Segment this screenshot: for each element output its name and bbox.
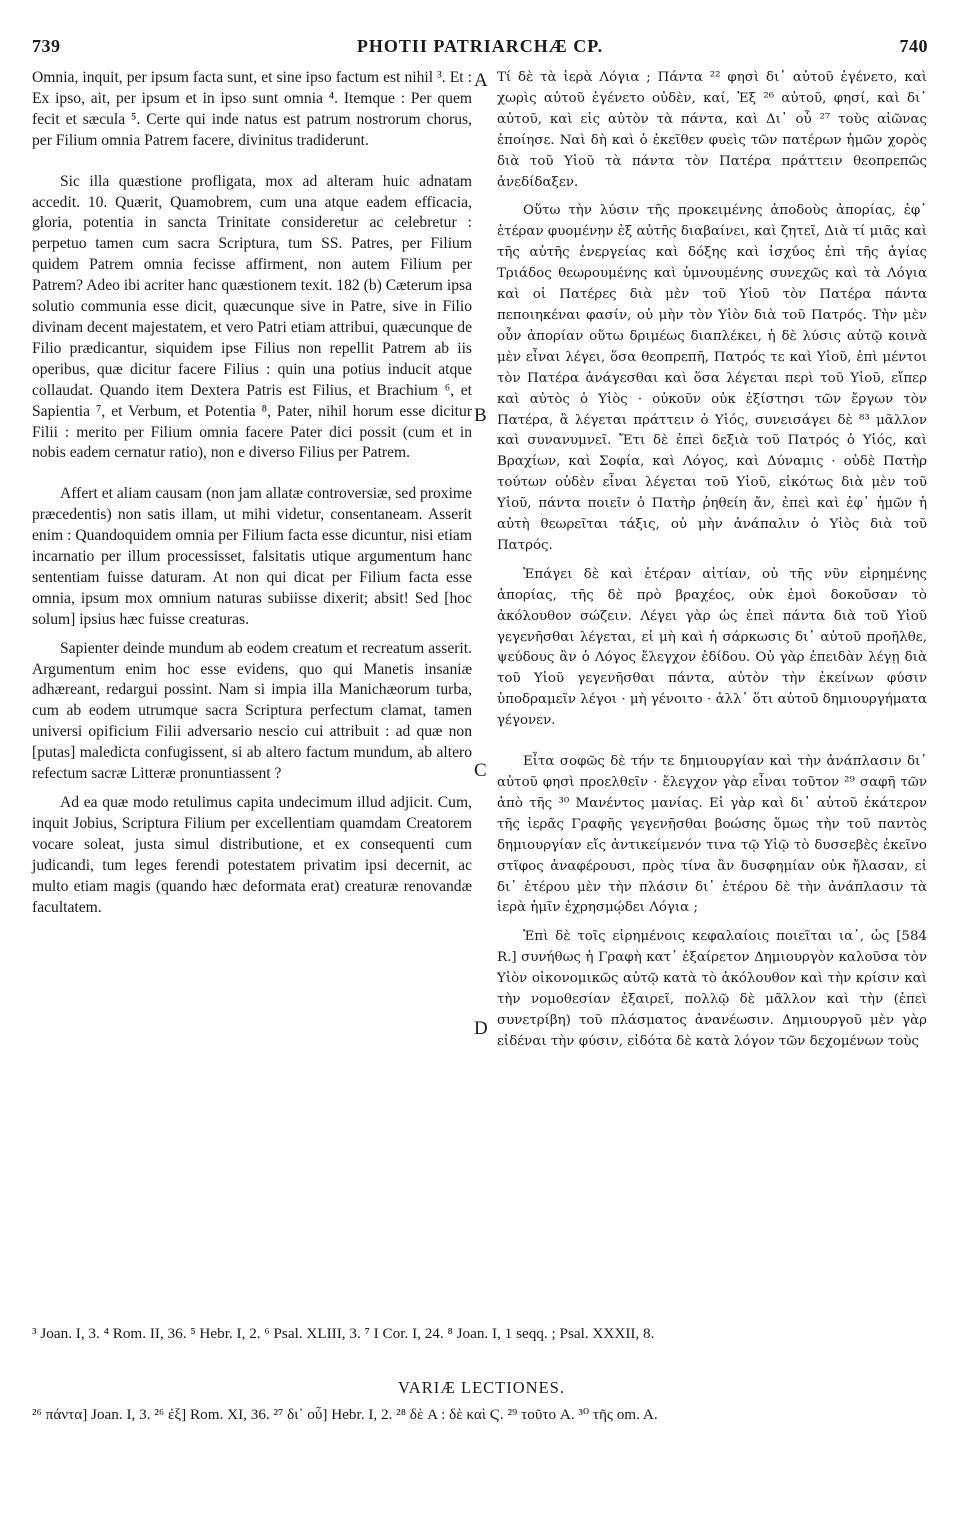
page-header	[32, 36, 928, 60]
greek-paragraph-1: Τί δὲ τὰ ἱερὰ Λόγια ; Πάντα ²² φησὶ δι᾽ αὐτοῦ ἐγένετο, καὶ χωρὶς αὐτοῦ ἐγένετο οὐδὲν, καί, Ἐξ ²⁶ αὐτοῦ, φησί, καὶ δι᾽ αὐτοῦ, καὶ εἰς αὐτὸν τὰ πάντα, καὶ Δι᾽ οὗ ²⁷ τοὺς αἰῶνας ἐποίησε. Ναὶ δὴ καὶ ὁ ἐκεῖθεν φυεὶς τῶν πατέρων ἡμῶν χορὸς διὰ τοῦ Υἱοῦ τὰ πάντα τὸν Πατέρα πράττειν θεοπρεπῶς ἀνεδίδαξεν.	[497, 70, 927, 190]
variae-lectiones: ²⁶ πάντα] Joan. I, 3. ²⁶ ἐξ] Rom. XI, 36. ²⁷ δι᾽ οὗ] Hebr. I, 2. ²⁸ δὲ A : δὲ καὶ Ϛ. ²⁹ τοῦτο A. ³⁰ τῆς om. A.	[32, 1406, 658, 1423]
latin-column	[32, 68, 472, 918]
margin-letter-b: B	[474, 405, 487, 426]
footnotes: ³ Joan. I, 3. ⁴ Rom. II, 36. ⁵ Hebr. I, 2. ⁶ Psal. XLIII, 3. ⁷ I Cor. I, 24. ⁸ Joan. I, 1 seqq. ; Psal. XXXII, 8.	[32, 1325, 655, 1342]
latin-paragraph-1: Omnia, inquit, per ipsum facta sunt, et sine ipso factum est nihil ³. Et : Ex ipso, ait, per ipsum et in ipso sunt omnia ⁴. Itemque : Per quem fecit et sæcula ⁵. Certe qui inde natus est patrum nostrorum chorus, per Filium omnia Patrem facere, divinitus tradiderunt.	[32, 69, 472, 149]
latin-paragraph-2: Sic illa quæstione profligata, mox ad alteram huic adnatam accedit. 10. Quærit, Quamobrem, cum una atque eadem efficacia, gloria, potentia in sancta Trinitate consideretur ac celebretur : perpetuo tamen cum sacra Scriptura, tum SS. Patres, per Filium quidem Patrem omnia fecisse affirment, non autem Filium per Patrem? Adeo ibi acriter hanc quæstionem texit. 182 (b) Cæterum ipsa solutio communia esse dicit, quæcunque sive in Patre, sive in Filio divinam decent majestatem, et vero Patri etiam attribui, quæcunque de Filio prædicantur, siquidem ipse Filius non repellit Patrem ab iis operibus, quæ dicitur facere Filius : quin una potius inducit atque collaudat. Quando item Dextera Patris est Filius, et Brachium ⁶, et Sapientia ⁷, et Verbum, et Potentia ⁸, Pater, nihil horum esse dicitur Filii : merito per Filium omnia facere Pater dici possit (cum et in nobis eadem cernatur ratio), non e diverso Filius per Patrem.	[32, 172, 472, 462]
greek-paragraph-4: Εἶτα σοφῶς δὲ τήν τε δημιουργίαν καὶ τὴν ἀνάπλασιν δι᾽ αὐτοῦ φησὶ προελθεῖν · ἔλεγχον γὰρ εἶναι τοῦτον ²⁹ σαφῆ τῶν ἀπὸ τῆς ³⁰ Μανέντος μανίας. Εἰ γὰρ καὶ δι᾽ αὐτοῦ ἑκάτερον τῆς ἱερᾶς Γραφῆς γεγενῆσθαι βοώσης ὅμως τὴν τοῦ παντὸς δημιουργίαν εἴς ἀντικείμενόν τινα τῷ Υἱῷ τὸ δυσσεβὲς ἐκεῖνο στῖφος ἀναφέρουσι, πρὸς τίνα ἂν δυσφημίαν οὐκ ἤλασαν, εἰ δι᾽ ἑτέρου μὲν τὴν πλάσιν δι᾽ ἑτέρου δὲ τὴν ἀνάπλασιν τὰ ἱερὰ ἡμῖν ἐχρησμῴδει Λόγια ;	[497, 754, 927, 916]
margin-letter-a: A	[474, 70, 488, 91]
variae-lectiones-title: VARIÆ LECTIONES.	[398, 1378, 565, 1397]
latin-paragraph-5: Ad ea quæ modo retulimus capita undecimum illud adjicit. Cum, inquit Jobius, Scriptura Filium per excellentiam quamdam Creatorem vocare soleat, justa simul distributione, et ex consequenti cum judicandi, tum leges ferendi potestatem privatim ipsi decernit, ac multo etiam magis (quando hæc deformata erat) creaturæ renovandæ facultatem.	[32, 794, 472, 916]
page-number-right: 740	[899, 36, 928, 56]
margin-letter-d: D	[474, 1018, 488, 1039]
greek-paragraph-3: Ἐπάγει δὲ καὶ ἑτέραν αἰτίαν, οὐ τῆς νῦν εἰρημένης ἀπορίας, τῆς δὲ πρὸ βραχέος, οὐκ ἐμοὶ δοκοῦσαν τὸ ἀκόλουθον σώζειν. Λέγει γὰρ ὡς ἐπεὶ πάντα διὰ τοῦ Υἱοῦ γεγενῆσθαι λέγεται, εἰ μὴ καὶ ἡ σάρκωσις δι᾽ αὐτοῦ προῆλθε, ψεύδους ἂν ὁ Λόγος ἔλεγχον ἐδίδου. Οὐ γὰρ ἐπειδὰν λέγῃ διὰ τοῦ Υἱοῦ γεγενῆσθαι πάντα, αὐτὸν τὴν ἐκείνων φύσιν ὑποδραμεῖν λέγοι · μὴ γένοιτο · ἀλλ᾽ ὅτι αὐτοῦ δημιουργήματα γέγονεν.	[497, 566, 927, 729]
page-number-left: 739	[32, 36, 61, 56]
running-title: PHOTII PATRIARCHÆ CP.	[356, 36, 604, 56]
margin-letter-c: C	[474, 760, 487, 781]
greek-column	[497, 68, 927, 1053]
latin-paragraph-4: Sapienter deinde mundum ab eodem creatum et recreatum asserit. Argumentum enim hoc esse evidens, quo qui Manetis insaniæ adhæreant, redargui possint. Nam si impia illa Manichæorum turba, cum ab eodem utrumque sacra Scriptura perfectum clamat, tamen universi opificium Filii adversario nescio cui attribuit : ad quæ non [putas] maledicta confugissent, si ab altero factum mundum, ab altero refectum sacræ Litteræ pronuntiassent ?	[32, 639, 472, 783]
greek-paragraph-5: Ἐπὶ δὲ τοῖς εἰρημένοις κεφαλαίοις ποιεῖται ια᾽, ὡς [584 R.] συνήθως ἡ Γραφὴ κατ᾽ ἐξαίρετον Δημιουργὸν καλοῦσα τὸν Υἱὸν οἰκονομικῶς αὐτῷ κατὰ τὸ ἀκόλουθον καὶ τὴν κρίσιν καὶ τὴν νομοθεσίαν ἐξαιρεῖ, πολλῷ δὲ μᾶλλον καὶ τὴν (ἐπεὶ συνετρίβη) τοῦ πλάσματος ἀνανέωσιν. Δημιουργοῦ μὲν γὰρ εἰδέναι τὴν φύσιν, εἰδότα δὲ κατὰ λόγον τῶν δεχομένων τοὺς	[497, 929, 927, 1049]
latin-paragraph-3: Affert et aliam causam (non jam allatæ controversiæ, sed proxime præcedentis) non satis illam, ut mihi videtur, consentaneam. Asserit enim : Quandoquidem omnia per Filium facta esse dicuntur, nisi etiam incarnatio per illum processisset, falsitatis utique argumentum hanc sententiam fuisse daturam. At non qui dicat per Filium facta esse omnia, ipsum mox omnium naturas subiisse dixerit; absit! Sed [hoc solum] ipsius hæc fuisse creaturas.	[32, 485, 472, 628]
greek-paragraph-2: Οὕτω τὴν λύσιν τῆς προκειμένης ἀποδοὺς ἀπορίας, ἐφ᾽ ἑτέραν φυομένην ἐξ αὐτῆς διαβαίνει, καὶ ζητεῖ, Διὰ τί μιᾶς καὶ τῆς αὐτῆς ἐνεργείας καὶ δόξης καὶ ἰσχύος ἐπὶ τῆς ἁγίας Τριάδος θεωρουμένης καὶ ὑμνουμένης συνεχῶς καὶ τὰ Λόγια καὶ οἱ Πατέρες διὰ μὲν τοῦ Υἱοῦ τὸν Πατέρα πάντα πεποιηκέναι φασίν, οὐ μὴν τὸν Υἱὸν διὰ τοῦ Πατρός. Τὴν μὲν οὖν ἀπορίαν οὕτω δριμέως διαπλέκει, ἡ δὲ λύσις αὐτῷ κοινὰ μὲν εἶναι λέγει, ὅσα θεοπρεπῆ, Πατρός τε καὶ Υἱοῦ, ἐπὶ μέντοι τὸν Πατέρα ἀνάγεσθαι καὶ ὅσα λέγεται περὶ τοῦ Υἱοῦ, εἴπερ καὶ αὐτὸς ὁ Υἱὸς · οὐκοῦν οὐκ ἐξίστησι τῶν ἔργων τὸν Πατέρα, ἃ λέγεται πράττειν ὁ Υἱός, συνεισάγει δὲ ⁸³ μᾶλλον καὶ συνανυμνεῖ. Ἔτι δὲ ἐπεὶ δεξιὰ τοῦ Πατρός ὁ Υἱός, καὶ Βραχίων, καὶ Σοφία, καὶ Λόγος, καὶ Δύναμις · οὐδὲ Πατὴρ τούτων οὐδὲν εἶναι λέγεται τοῦ Υἱοῦ, εἰκότως διὰ μὲν τοῦ Υἱοῦ, πάντα ποιεῖν ὁ Πατὴρ ῥηθείη ἄν, ἐπεὶ καὶ ἐφ᾽ ἡμῶν ἡ αὐτὴ θεωρεῖται τάξις, οὐ μὴν ἀνάπαλιν ὁ Υἱὸς διὰ τοῦ Πατρός.	[497, 203, 927, 553]
